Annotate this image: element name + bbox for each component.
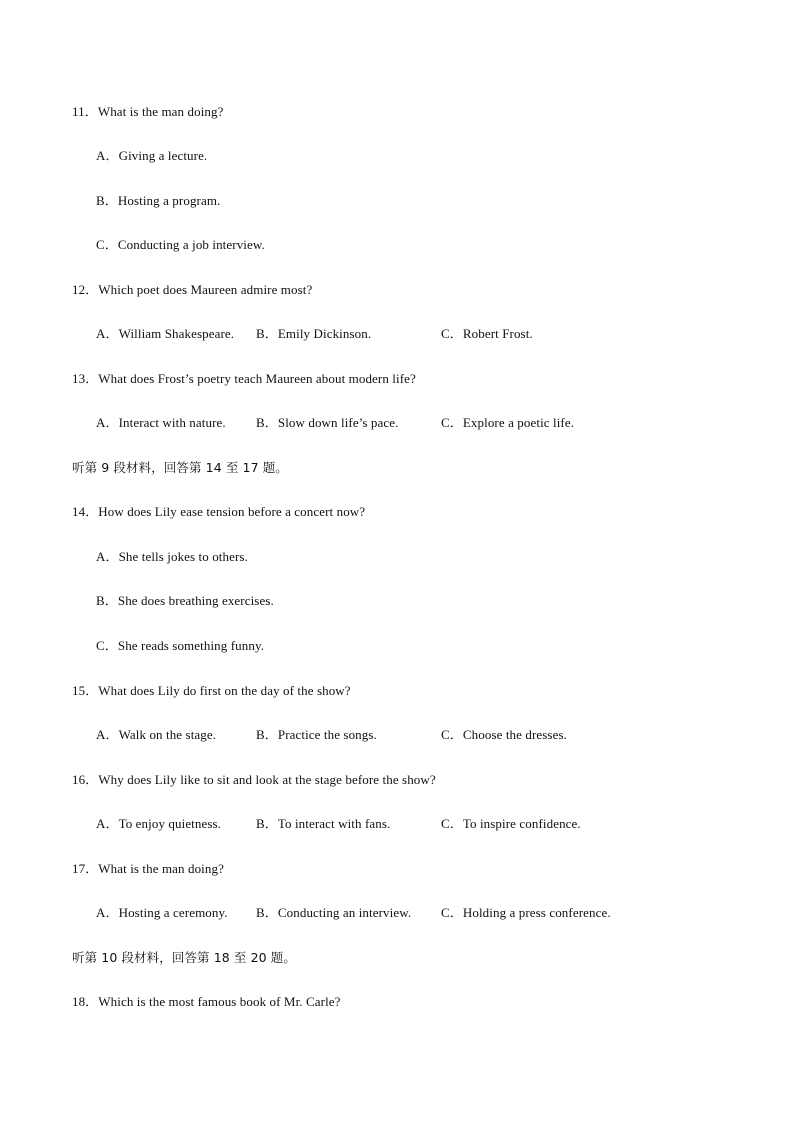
option-17-a: A．Hosting a ceremony. (96, 905, 228, 920)
option-16-c: C．To inspire confidence. (441, 816, 581, 831)
option-12-c: C．Robert Frost. (441, 326, 533, 341)
question-15: 15．What does Lily do first on the day of the show? (72, 683, 351, 698)
option-11-c: C．Conducting a job interview. (96, 237, 265, 252)
option-13-b: B．Slow down life’s pace. (256, 415, 399, 430)
section-heading-10: 听第 10 段材料，回答第 18 至 20 题。 (72, 950, 296, 965)
option-14-b: B．She does breathing exercises. (96, 593, 274, 608)
option-14-a: A．She tells jokes to others. (96, 549, 248, 564)
option-16-b: B．To interact with fans. (256, 816, 391, 831)
option-15-b: B．Practice the songs. (256, 727, 377, 742)
question-17: 17．What is the man doing? (72, 861, 224, 876)
option-17-c: C．Holding a press conference. (441, 905, 611, 920)
option-11-b: B．Hosting a program. (96, 193, 221, 208)
option-16-a: A．To enjoy quietness. (96, 816, 222, 831)
option-12-a: A．William Shakespeare. (96, 326, 235, 341)
option-13-a: A．Interact with nature. (96, 415, 226, 430)
question-13: 13．What does Frost’s poetry teach Maureen about modern life? (72, 371, 416, 386)
option-15-a: A．Walk on the stage. (96, 727, 217, 742)
question-12: 12．Which poet does Maureen admire most? (72, 282, 313, 297)
option-13-c: C．Explore a poetic life. (441, 415, 575, 430)
question-14: 14．How does Lily ease tension before a concert now? (72, 504, 366, 519)
option-12-b: B．Emily Dickinson. (256, 326, 372, 341)
option-11-a: A．Giving a lecture. (96, 148, 208, 163)
option-14-c: C．She reads something funny. (96, 638, 265, 653)
question-11: 11．What is the man doing? (72, 104, 224, 119)
option-17-b: B．Conducting an interview. (256, 905, 412, 920)
question-18: 18．Which is the most famous book of Mr. Carle? (72, 994, 341, 1009)
section-heading-9: 听第 9 段材料，回答第 14 至 17 题。 (72, 460, 288, 475)
question-16: 16．Why does Lily like to sit and look at the stage before the show? (72, 772, 436, 787)
option-15-c: C．Choose the dresses. (441, 727, 567, 742)
